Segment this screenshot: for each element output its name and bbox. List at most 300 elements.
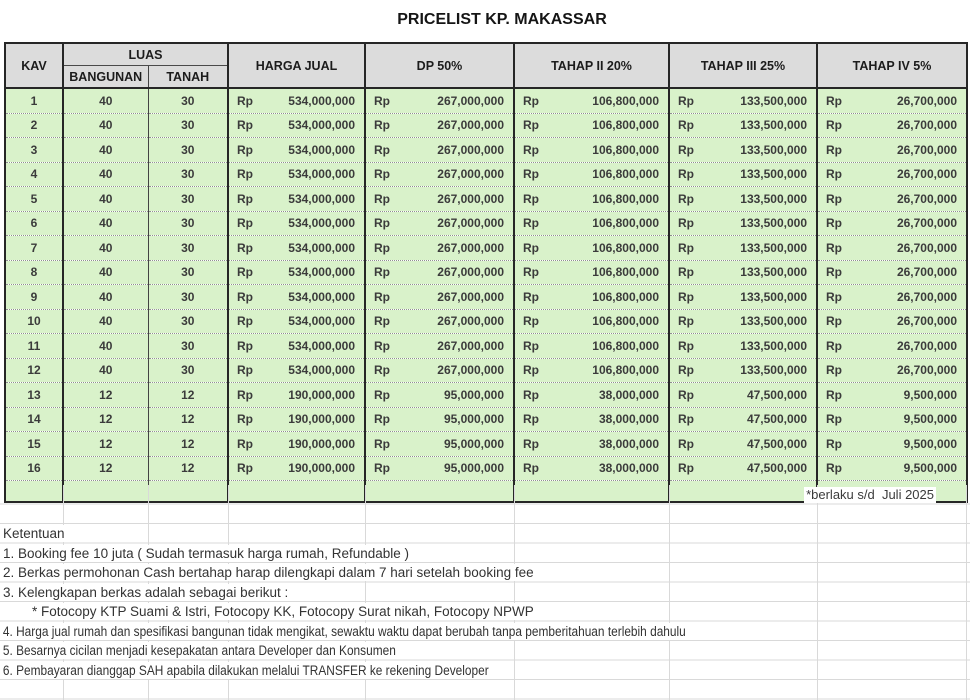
amount-value: 133,500,000 <box>740 93 807 108</box>
currency-label: Rp <box>826 338 842 353</box>
tahap2-cell <box>514 113 669 138</box>
currency-label: Rp <box>826 191 842 206</box>
amount-value: 26,700,000 <box>896 191 957 206</box>
tahap3-cell <box>669 407 817 432</box>
tanah-cell: 30 <box>148 334 228 359</box>
currency-label: Rp <box>523 289 539 304</box>
currency-label: Rp <box>374 265 390 280</box>
currency-label: Rp <box>237 436 253 451</box>
tanah-cell: 30 <box>148 309 228 334</box>
amount-value: 267,000,000 <box>437 363 504 378</box>
currency-label: Rp <box>374 191 390 206</box>
currency-label: Rp <box>374 412 390 427</box>
harga-jual-cell <box>228 236 365 261</box>
tahap3-cell <box>669 285 817 310</box>
tahap2-cell <box>514 162 669 187</box>
table-row <box>5 309 967 334</box>
tahap3-cell <box>669 432 817 457</box>
tahap4-cell <box>817 309 967 334</box>
kav-cell: 9 <box>5 285 63 310</box>
gridline-vertical <box>817 485 818 700</box>
currency-label: Rp <box>678 387 694 402</box>
currency-label: Rp <box>678 118 694 133</box>
amount-value: 534,000,000 <box>288 363 355 378</box>
tanah-cell: 30 <box>148 211 228 236</box>
amount-value: 106,800,000 <box>592 118 659 133</box>
harga-jual-cell <box>228 334 365 359</box>
bangunan-cell: 12 <box>63 407 148 432</box>
bangunan-cell: 40 <box>63 260 148 285</box>
tahap3-cell <box>669 211 817 236</box>
amount-value: 106,800,000 <box>592 167 659 182</box>
tahap3-cell <box>669 113 817 138</box>
amount-value: 26,700,000 <box>896 338 957 353</box>
amount-value: 9,500,000 <box>903 461 957 476</box>
currency-label: Rp <box>826 363 842 378</box>
pricelist-table <box>4 42 968 503</box>
amount-value: 9,500,000 <box>903 412 957 427</box>
terms-heading: Ketentuan <box>2 525 71 542</box>
currency-label: Rp <box>678 142 694 157</box>
tahap4-cell <box>817 334 967 359</box>
amount-value: 267,000,000 <box>437 338 504 353</box>
bangunan-cell: 40 <box>63 334 148 359</box>
tahap3-cell <box>669 236 817 261</box>
currency-label: Rp <box>374 240 390 255</box>
amount-value: 9,500,000 <box>903 387 957 402</box>
header-luas: LUAS <box>63 43 228 66</box>
bangunan-cell: 40 <box>63 138 148 163</box>
kav-cell: 15 <box>5 432 63 457</box>
currency-label: Rp <box>374 387 390 402</box>
amount-value: 133,500,000 <box>740 363 807 378</box>
tahap4-cell <box>817 187 967 212</box>
tahap4-cell <box>817 88 967 113</box>
amount-value: 26,700,000 <box>896 167 957 182</box>
harga-jual-cell <box>228 211 365 236</box>
harga-jual-cell <box>228 432 365 457</box>
table-row <box>5 138 967 163</box>
currency-label: Rp <box>523 363 539 378</box>
amount-value: 267,000,000 <box>437 216 504 231</box>
amount-value: 133,500,000 <box>740 265 807 280</box>
tahap3-cell <box>669 456 817 481</box>
tahap2-cell <box>514 236 669 261</box>
amount-value: 534,000,000 <box>288 142 355 157</box>
amount-value: 267,000,000 <box>437 314 504 329</box>
tanah-cell: 30 <box>148 260 228 285</box>
kav-cell: 6 <box>5 211 63 236</box>
amount-value: 133,500,000 <box>740 216 807 231</box>
currency-label: Rp <box>237 142 253 157</box>
tanah-cell: 12 <box>148 456 228 481</box>
tanah-cell: 30 <box>148 236 228 261</box>
harga-jual-cell <box>228 358 365 383</box>
currency-label: Rp <box>237 363 253 378</box>
currency-label: Rp <box>523 93 539 108</box>
kav-cell: 13 <box>5 383 63 408</box>
kav-cell: 14 <box>5 407 63 432</box>
tahap4-cell <box>817 407 967 432</box>
header-tanah: TANAH <box>148 66 228 89</box>
currency-label: Rp <box>523 191 539 206</box>
currency-label: Rp <box>826 436 842 451</box>
currency-label: Rp <box>678 191 694 206</box>
table-row <box>5 236 967 261</box>
tahap3-cell <box>669 88 817 113</box>
harga-jual-cell <box>228 456 365 481</box>
amount-value: 106,800,000 <box>592 289 659 304</box>
amount-value: 534,000,000 <box>288 93 355 108</box>
tahap4-cell <box>817 211 967 236</box>
currency-label: Rp <box>826 461 842 476</box>
tanah-cell: 30 <box>148 187 228 212</box>
currency-label: Rp <box>237 167 253 182</box>
amount-value: 534,000,000 <box>288 216 355 231</box>
currency-label: Rp <box>523 338 539 353</box>
amount-value: 26,700,000 <box>896 289 957 304</box>
tanah-cell: 30 <box>148 358 228 383</box>
amount-value: 26,700,000 <box>896 363 957 378</box>
currency-label: Rp <box>523 314 539 329</box>
amount-value: 47,500,000 <box>746 387 807 402</box>
amount-value: 133,500,000 <box>740 118 807 133</box>
bangunan-cell: 40 <box>63 113 148 138</box>
currency-label: Rp <box>826 216 842 231</box>
currency-label: Rp <box>237 412 253 427</box>
amount-value: 190,000,000 <box>288 387 355 402</box>
table-row <box>5 456 967 481</box>
validity-note: *berlaku s/d Juli 2025 <box>806 487 934 502</box>
amount-value: 26,700,000 <box>896 265 957 280</box>
tanah-cell: 30 <box>148 113 228 138</box>
harga-jual-cell <box>228 187 365 212</box>
tahap2-cell <box>514 407 669 432</box>
tahap3-cell <box>669 383 817 408</box>
tahap2-cell <box>514 211 669 236</box>
table-row <box>5 407 967 432</box>
currency-label: Rp <box>523 412 539 427</box>
table-row <box>5 334 967 359</box>
tahap2-cell <box>514 285 669 310</box>
amount-value: 38,000,000 <box>598 436 659 451</box>
dp-cell <box>365 187 514 212</box>
bangunan-cell: 12 <box>63 432 148 457</box>
table-row <box>5 113 967 138</box>
bangunan-cell: 12 <box>63 456 148 481</box>
amount-value: 106,800,000 <box>592 191 659 206</box>
currency-label: Rp <box>523 142 539 157</box>
dp-cell <box>365 285 514 310</box>
currency-label: Rp <box>678 314 694 329</box>
dp-cell <box>365 211 514 236</box>
amount-value: 38,000,000 <box>598 387 659 402</box>
dp-cell <box>365 236 514 261</box>
amount-value: 26,700,000 <box>896 216 957 231</box>
dp-cell <box>365 456 514 481</box>
amount-value: 106,800,000 <box>592 142 659 157</box>
tahap4-cell <box>817 236 967 261</box>
currency-label: Rp <box>678 289 694 304</box>
dp-cell <box>365 407 514 432</box>
currency-label: Rp <box>523 461 539 476</box>
tahap2-cell <box>514 456 669 481</box>
amount-value: 534,000,000 <box>288 289 355 304</box>
amount-value: 106,800,000 <box>592 93 659 108</box>
currency-label: Rp <box>237 118 253 133</box>
amount-value: 534,000,000 <box>288 118 355 133</box>
dp-cell <box>365 113 514 138</box>
currency-label: Rp <box>678 436 694 451</box>
amount-value: 47,500,000 <box>746 412 807 427</box>
tanah-cell: 30 <box>148 285 228 310</box>
currency-label: Rp <box>374 436 390 451</box>
amount-value: 534,000,000 <box>288 338 355 353</box>
amount-value: 47,500,000 <box>746 461 807 476</box>
currency-label: Rp <box>523 167 539 182</box>
bangunan-cell: 12 <box>63 383 148 408</box>
term-item: 3. Kelengkapan berkas adalah sebagai berikut : <box>2 584 294 601</box>
amount-value: 106,800,000 <box>592 363 659 378</box>
tahap4-cell <box>817 162 967 187</box>
tahap4-cell <box>817 285 967 310</box>
amount-value: 95,000,000 <box>443 387 504 402</box>
gridline-vertical <box>514 485 515 700</box>
bangunan-cell: 40 <box>63 88 148 113</box>
tanah-cell: 12 <box>148 432 228 457</box>
kav-cell: 1 <box>5 88 63 113</box>
amount-value: 38,000,000 <box>598 412 659 427</box>
amount-value: 26,700,000 <box>896 93 957 108</box>
kav-cell: 2 <box>5 113 63 138</box>
tahap4-cell <box>817 358 967 383</box>
dp-cell <box>365 383 514 408</box>
currency-label: Rp <box>826 289 842 304</box>
currency-label: Rp <box>678 338 694 353</box>
bangunan-cell: 40 <box>63 309 148 334</box>
currency-label: Rp <box>374 338 390 353</box>
kav-cell: 12 <box>5 358 63 383</box>
tahap2-cell <box>514 187 669 212</box>
amount-value: 133,500,000 <box>740 314 807 329</box>
currency-label: Rp <box>374 314 390 329</box>
amount-value: 190,000,000 <box>288 436 355 451</box>
currency-label: Rp <box>374 461 390 476</box>
bangunan-cell: 40 <box>63 358 148 383</box>
dp-cell <box>365 334 514 359</box>
currency-label: Rp <box>374 118 390 133</box>
amount-value: 133,500,000 <box>740 191 807 206</box>
header-tahap-4: TAHAP IV 5% <box>817 43 967 88</box>
amount-value: 133,500,000 <box>740 167 807 182</box>
currency-label: Rp <box>826 240 842 255</box>
header-bangunan: BANGUNAN <box>63 66 148 89</box>
tahap2-cell <box>514 260 669 285</box>
harga-jual-cell <box>228 113 365 138</box>
amount-value: 534,000,000 <box>288 265 355 280</box>
bangunan-cell: 40 <box>63 236 148 261</box>
kav-cell: 3 <box>5 138 63 163</box>
table-row <box>5 88 967 113</box>
tahap4-cell <box>817 260 967 285</box>
tanah-cell: 12 <box>148 383 228 408</box>
currency-label: Rp <box>237 216 253 231</box>
currency-label: Rp <box>826 142 842 157</box>
amount-value: 106,800,000 <box>592 338 659 353</box>
tahap4-cell <box>817 456 967 481</box>
tahap4-cell <box>817 113 967 138</box>
currency-label: Rp <box>523 216 539 231</box>
header-kav: KAV <box>5 43 63 88</box>
amount-value: 106,800,000 <box>592 216 659 231</box>
kav-cell: 11 <box>5 334 63 359</box>
dp-cell <box>365 162 514 187</box>
kav-cell: 7 <box>5 236 63 261</box>
gridline-vertical <box>669 485 670 700</box>
currency-label: Rp <box>678 240 694 255</box>
tahap2-cell <box>514 334 669 359</box>
currency-label: Rp <box>237 387 253 402</box>
tahap2-cell <box>514 432 669 457</box>
currency-label: Rp <box>826 265 842 280</box>
currency-label: Rp <box>374 93 390 108</box>
amount-value: 106,800,000 <box>592 265 659 280</box>
amount-value: 133,500,000 <box>740 289 807 304</box>
amount-value: 267,000,000 <box>437 240 504 255</box>
amount-value: 534,000,000 <box>288 240 355 255</box>
currency-label: Rp <box>826 93 842 108</box>
currency-label: Rp <box>826 314 842 329</box>
tanah-cell: 30 <box>148 138 228 163</box>
tahap2-cell <box>514 358 669 383</box>
term-item: 2. Berkas permohonan Cash bertahap harap dilengkapi dalam 7 hari setelah booking fee <box>2 564 540 581</box>
amount-value: 190,000,000 <box>288 412 355 427</box>
tahap3-cell <box>669 162 817 187</box>
amount-value: 106,800,000 <box>592 240 659 255</box>
amount-value: 534,000,000 <box>288 191 355 206</box>
currency-label: Rp <box>237 191 253 206</box>
amount-value: 95,000,000 <box>443 461 504 476</box>
currency-label: Rp <box>374 167 390 182</box>
currency-label: Rp <box>678 216 694 231</box>
amount-value: 267,000,000 <box>437 118 504 133</box>
harga-jual-cell <box>228 309 365 334</box>
amount-value: 26,700,000 <box>896 142 957 157</box>
currency-label: Rp <box>237 240 253 255</box>
pricelist-title: PRICELIST KP. MAKASSAR <box>397 11 607 28</box>
kav-cell: 4 <box>5 162 63 187</box>
currency-label: Rp <box>374 363 390 378</box>
tahap2-cell <box>514 383 669 408</box>
tahap3-cell <box>669 138 817 163</box>
term-item: 4. Harga jual rumah dan spesifikasi bangunan tidak mengikat, sewaktu waktu dapat berubah tanpa pemberitahuan terlebih dahulu <box>2 623 691 640</box>
bangunan-cell: 40 <box>63 187 148 212</box>
currency-label: Rp <box>826 387 842 402</box>
tahap2-cell <box>514 88 669 113</box>
table-row <box>5 260 967 285</box>
header-harga-jual: HARGA JUAL <box>228 43 365 88</box>
tahap4-cell <box>817 432 967 457</box>
amount-value: 267,000,000 <box>437 289 504 304</box>
currency-label: Rp <box>237 289 253 304</box>
amount-value: 38,000,000 <box>598 461 659 476</box>
currency-label: Rp <box>237 461 253 476</box>
dp-cell <box>365 138 514 163</box>
currency-label: Rp <box>374 289 390 304</box>
currency-label: Rp <box>374 216 390 231</box>
amount-value: 26,700,000 <box>896 118 957 133</box>
amount-value: 133,500,000 <box>740 240 807 255</box>
tahap3-cell <box>669 334 817 359</box>
currency-label: Rp <box>678 412 694 427</box>
amount-value: 133,500,000 <box>740 142 807 157</box>
bangunan-cell: 40 <box>63 211 148 236</box>
currency-label: Rp <box>237 265 253 280</box>
tahap3-cell <box>669 309 817 334</box>
currency-label: Rp <box>678 93 694 108</box>
tanah-cell: 30 <box>148 162 228 187</box>
bangunan-cell: 40 <box>63 162 148 187</box>
header-tahap-2: TAHAP II 20% <box>514 43 669 88</box>
dp-cell <box>365 260 514 285</box>
currency-label: Rp <box>523 265 539 280</box>
dp-cell <box>365 432 514 457</box>
table-header <box>5 43 967 88</box>
currency-label: Rp <box>826 412 842 427</box>
header-tahap-3: TAHAP III 25% <box>669 43 817 88</box>
harga-jual-cell <box>228 260 365 285</box>
amount-value: 26,700,000 <box>896 240 957 255</box>
table-row <box>5 285 967 310</box>
currency-label: Rp <box>237 338 253 353</box>
currency-label: Rp <box>523 387 539 402</box>
tahap2-cell <box>514 309 669 334</box>
tahap2-cell <box>514 138 669 163</box>
gridline-vertical <box>966 485 967 700</box>
table-row <box>5 358 967 383</box>
dp-cell <box>365 309 514 334</box>
currency-label: Rp <box>374 142 390 157</box>
tahap4-cell <box>817 383 967 408</box>
harga-jual-cell <box>228 88 365 113</box>
harga-jual-cell <box>228 162 365 187</box>
kav-cell: 16 <box>5 456 63 481</box>
tahap4-cell <box>817 138 967 163</box>
sheet-gridlines <box>0 485 970 700</box>
table-row <box>5 162 967 187</box>
currency-label: Rp <box>523 118 539 133</box>
term-item: * Fotocopy KTP Suami & Istri, Fotocopy KK, Fotocopy Surat nikah, Fotocopy NPWP <box>2 603 540 620</box>
tanah-cell: 12 <box>148 407 228 432</box>
table-row <box>5 211 967 236</box>
currency-label: Rp <box>678 461 694 476</box>
harga-jual-cell <box>228 138 365 163</box>
amount-value: 267,000,000 <box>437 265 504 280</box>
currency-label: Rp <box>826 167 842 182</box>
dp-cell <box>365 358 514 383</box>
amount-value: 267,000,000 <box>437 167 504 182</box>
tahap3-cell <box>669 358 817 383</box>
tanah-cell: 30 <box>148 88 228 113</box>
amount-value: 534,000,000 <box>288 314 355 329</box>
currency-label: Rp <box>826 118 842 133</box>
currency-label: Rp <box>237 93 253 108</box>
amount-value: 133,500,000 <box>740 338 807 353</box>
tahap3-cell <box>669 260 817 285</box>
currency-label: Rp <box>678 167 694 182</box>
term-item: 5. Besarnya cicilan menjadi kesepakatan antara Developer dan Konsumen <box>2 642 401 659</box>
dp-cell <box>365 88 514 113</box>
